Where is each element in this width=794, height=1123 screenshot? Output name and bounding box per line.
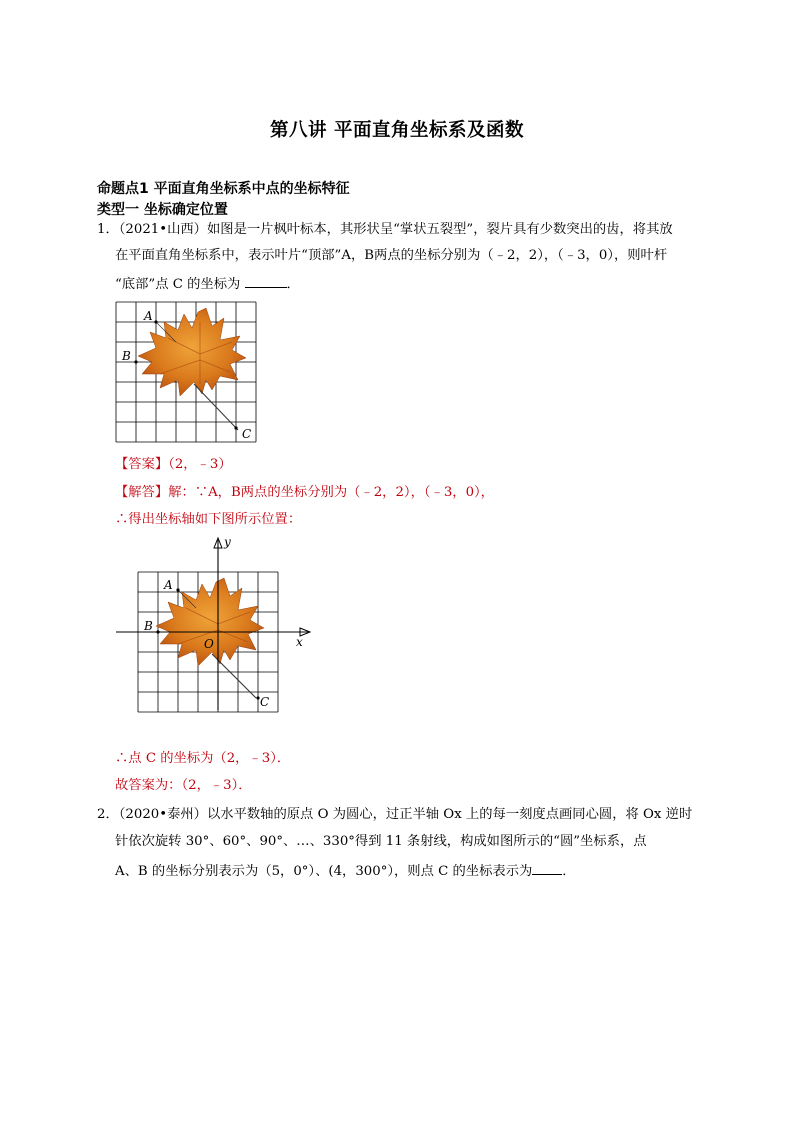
- q1-solution-line: [115, 484, 494, 502]
- q1-solution-line2: ∴得出坐标轴如下图所示位置：: [115, 512, 302, 527]
- solution-tag: 【解答】: [115, 485, 169, 500]
- section-heading: 命题点1 平面直角坐标系中点的坐标特征: [97, 181, 350, 197]
- q1-text-line3: “底部”点 C 的坐标为 ．: [115, 273, 300, 294]
- figure-1-leaf-grid: [108, 298, 268, 448]
- solution-text: 解：∵A，B两点的坐标分别为（﹣2，2），（﹣3，0），: [168, 485, 494, 500]
- q1-conclusion-line2: 故答案为：（2，﹣3）．: [115, 778, 252, 793]
- q1-text-line1: 1．（2021•山西）如图是一片枫叶标本，其形状呈“掌状五裂型”，裂片具有少数突出的齿，将其放: [97, 222, 673, 237]
- label-c: C: [242, 427, 252, 441]
- q1-answer-line: [115, 456, 232, 474]
- subsection-heading: 类型一 坐标确定位置: [97, 202, 228, 218]
- maple-leaf-icon: [138, 308, 246, 396]
- q1-text-line2: 在平面直角坐标系中，表示叶片“顶部”A，B两点的坐标分别为（﹣2，2），（﹣3，0），则叶杆: [115, 248, 668, 263]
- label-origin: O: [204, 637, 214, 651]
- figure-2-leaf-axes: [112, 534, 316, 716]
- label-a: A: [144, 309, 153, 323]
- q2-answer-blank: [532, 860, 562, 875]
- label-y-axis: y: [224, 535, 231, 549]
- answer-tag: 【答案】: [115, 457, 169, 472]
- label-b: B: [122, 349, 131, 363]
- q2-text-line1: 2．（2020•泰州）以水平数轴的原点 O 为圆心，过正半轴 Ox 上的每一刻度点画同心圆，将 Ox 逆时: [97, 807, 693, 822]
- q1-conclusion-line1: ∴点 C 的坐标为（2，﹣3）．: [115, 751, 291, 766]
- q2-text-line2: 针依次旋转 30°、60°、90°、…、330°得到 11 条射线，构成如图所示的“圆”坐标系，点: [115, 834, 647, 849]
- page-title: 第八讲 平面直角坐标系及函数: [270, 120, 524, 141]
- q2-text-line3: A、B 的坐标分别表示为（5，0°）、(4，300°），则点 C 的坐标表示为 ．: [115, 860, 576, 881]
- answer-value: （2，﹣3）: [168, 457, 232, 472]
- label-c: C: [260, 695, 270, 709]
- label-x-axis: x: [296, 635, 303, 649]
- q1-answer-blank: [245, 273, 287, 288]
- label-a: A: [164, 578, 173, 592]
- label-b: B: [144, 619, 153, 633]
